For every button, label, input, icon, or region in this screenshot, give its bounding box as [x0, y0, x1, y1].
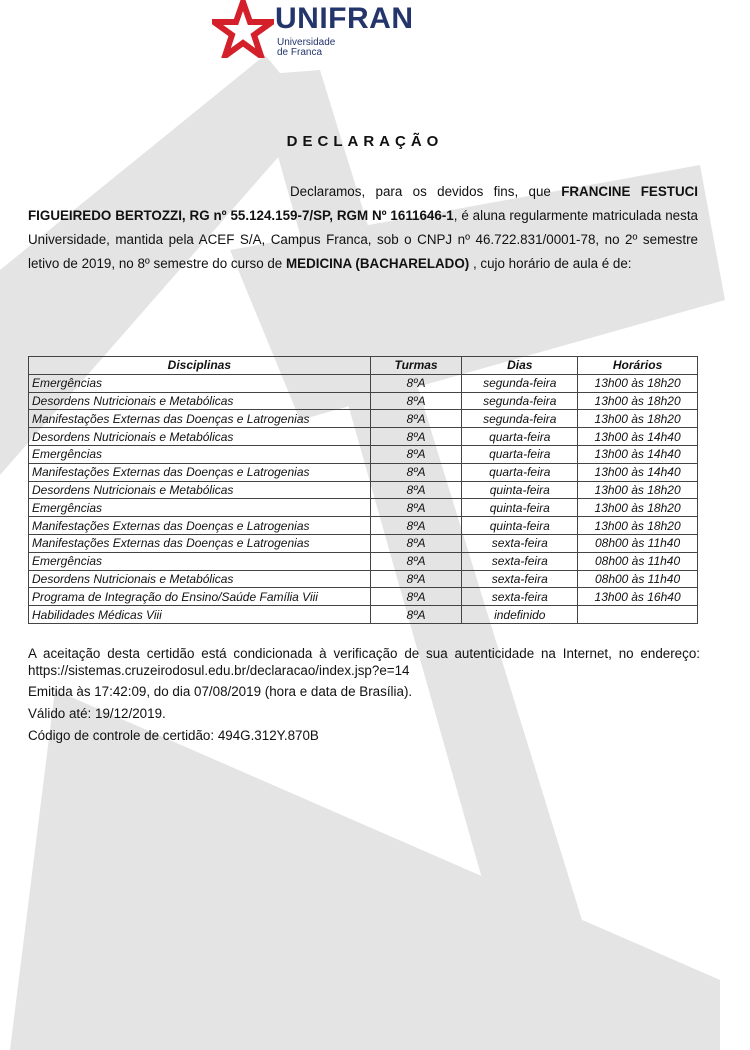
header-horarios: Horários [578, 357, 698, 375]
header-turmas: Turmas [370, 357, 462, 375]
declaration-paragraph [28, 180, 698, 276]
day-cell: quinta-feira [462, 499, 578, 517]
schedule-table-body [29, 374, 698, 623]
discipline-cell: Manifestações Externas das Doenças e Latrogenias [29, 463, 371, 481]
time-cell: 13h00 às 18h20 [578, 410, 698, 428]
class-cell: 8ºA [370, 606, 462, 624]
discipline-cell: Manifestações Externas das Doenças e Latrogenias [29, 534, 371, 552]
discipline-cell: Emergências [29, 552, 371, 570]
discipline-cell: Desordens Nutricionais e Metabólicas [29, 570, 371, 588]
discipline-cell: Manifestações Externas das Doenças e Latrogenias [29, 517, 371, 535]
class-cell: 8ºA [370, 428, 462, 446]
unifran-logo [212, 0, 432, 62]
time-cell: 13h00 às 14h40 [578, 463, 698, 481]
table-row [29, 445, 698, 463]
day-cell: sexta-feira [462, 534, 578, 552]
class-cell: 8ºA [370, 552, 462, 570]
day-cell: sexta-feira [462, 588, 578, 606]
acceptance-note: A aceitação desta certidão está condicionada à verificação de sua autenticidade na Internet, no endereço: https://sistemas.cruzeirodosul.edu.br/declaracao/index.jsp?e=14 [28, 646, 700, 678]
time-cell: 13h00 às 16h40 [578, 588, 698, 606]
student-name-part2: FIGUEIREDO BERTOZZI, RG nº 55.124.159-7/SP, RGM Nº 1611646-1 [28, 208, 454, 223]
day-cell: quinta-feira [462, 481, 578, 499]
time-cell: 08h00 às 11h40 [578, 534, 698, 552]
class-cell: 8ºA [370, 517, 462, 535]
table-row [29, 534, 698, 552]
day-cell: quinta-feira [462, 517, 578, 535]
class-cell: 8ºA [370, 463, 462, 481]
certificate-footer [28, 645, 700, 749]
time-cell: 08h00 às 11h40 [578, 552, 698, 570]
schedule-table [28, 356, 698, 624]
body-text-3: , cujo horário de aula é de: [469, 256, 632, 271]
brand-name: UNIFRAN [275, 2, 414, 35]
discipline-cell: Emergências [29, 445, 371, 463]
day-cell: segunda-feira [462, 392, 578, 410]
discipline-cell: Manifestações Externas das Doenças e Latrogenias [29, 410, 371, 428]
class-cell: 8ºA [370, 588, 462, 606]
class-cell: 8ºA [370, 410, 462, 428]
body-text-2: , é aluna regularmente matriculada nesta Universidade, mantida pela ACEF S/A, Campus Franca, sob o CNPJ nº 46.722.831/0001-78, no 2º semestre letivo de 2019, no 8º semestre do curso de [28, 208, 698, 271]
table-row [29, 588, 698, 606]
time-cell: 13h00 às 14h40 [578, 445, 698, 463]
day-cell: segunda-feira [462, 374, 578, 392]
table-row [29, 606, 698, 624]
day-cell: sexta-feira [462, 570, 578, 588]
time-cell [578, 606, 698, 624]
time-cell: 13h00 às 14h40 [578, 428, 698, 446]
header-disciplinas: Disciplinas [29, 357, 371, 375]
day-cell: quarta-feira [462, 445, 578, 463]
issued-date: Emitida às 17:42:09, do dia 07/08/2019 (hora e data de Brasília). [28, 684, 413, 699]
day-cell: indefinido [462, 606, 578, 624]
time-cell: 13h00 às 18h20 [578, 499, 698, 517]
table-row [29, 517, 698, 535]
table-row [29, 428, 698, 446]
table-row [29, 499, 698, 517]
class-cell: 8ºA [370, 445, 462, 463]
time-cell: 13h00 às 18h20 [578, 517, 698, 535]
day-cell: segunda-feira [462, 410, 578, 428]
discipline-cell: Habilidades Médicas Viii [29, 606, 371, 624]
course-name: MEDICINA (BACHARELADO) [285, 256, 470, 271]
table-row [29, 570, 698, 588]
table-row [29, 463, 698, 481]
day-cell: quarta-feira [462, 428, 578, 446]
star-logo-icon [212, 0, 274, 58]
discipline-cell: Emergências [29, 374, 371, 392]
discipline-cell: Desordens Nutricionais e Metabólicas [29, 428, 371, 446]
class-cell: 8ºA [370, 534, 462, 552]
discipline-cell: Desordens Nutricionais e Metabólicas [29, 481, 371, 499]
discipline-cell: Emergências [29, 499, 371, 517]
class-cell: 8ºA [370, 570, 462, 588]
header-dias: Dias [462, 357, 578, 375]
class-cell: 8ºA [370, 499, 462, 517]
class-cell: 8ºA [370, 392, 462, 410]
document-title: DECLARAÇÃO [286, 133, 444, 150]
brand-subtitle-line2: de Franca [277, 47, 323, 58]
time-cell: 13h00 às 18h20 [578, 392, 698, 410]
class-cell: 8ºA [370, 481, 462, 499]
table-row [29, 392, 698, 410]
table-row [29, 410, 698, 428]
student-name-part1: FRANCINE FESTUCI [561, 184, 699, 199]
table-row [29, 481, 698, 499]
day-cell: quarta-feira [462, 463, 578, 481]
table-row [29, 552, 698, 570]
table-row [29, 374, 698, 392]
body-text-1: Declaramos, para os devidos fins, que [290, 184, 562, 199]
discipline-cell: Desordens Nutricionais e Metabólicas [29, 392, 371, 410]
day-cell: sexta-feira [462, 552, 578, 570]
class-cell: 8ºA [370, 374, 462, 392]
time-cell: 13h00 às 18h20 [578, 481, 698, 499]
time-cell: 13h00 às 18h20 [578, 374, 698, 392]
time-cell: 08h00 às 11h40 [578, 570, 698, 588]
valid-until: Válido até: 19/12/2019. [28, 706, 166, 721]
table-header-row [29, 357, 698, 375]
control-code: Código de controle de certidão: 494G.312Y.870B [28, 728, 319, 743]
brand-subtitle-line1: Universidade [277, 37, 336, 48]
discipline-cell: Programa de Integração do Ensino/Saúde Família Viii [29, 588, 371, 606]
